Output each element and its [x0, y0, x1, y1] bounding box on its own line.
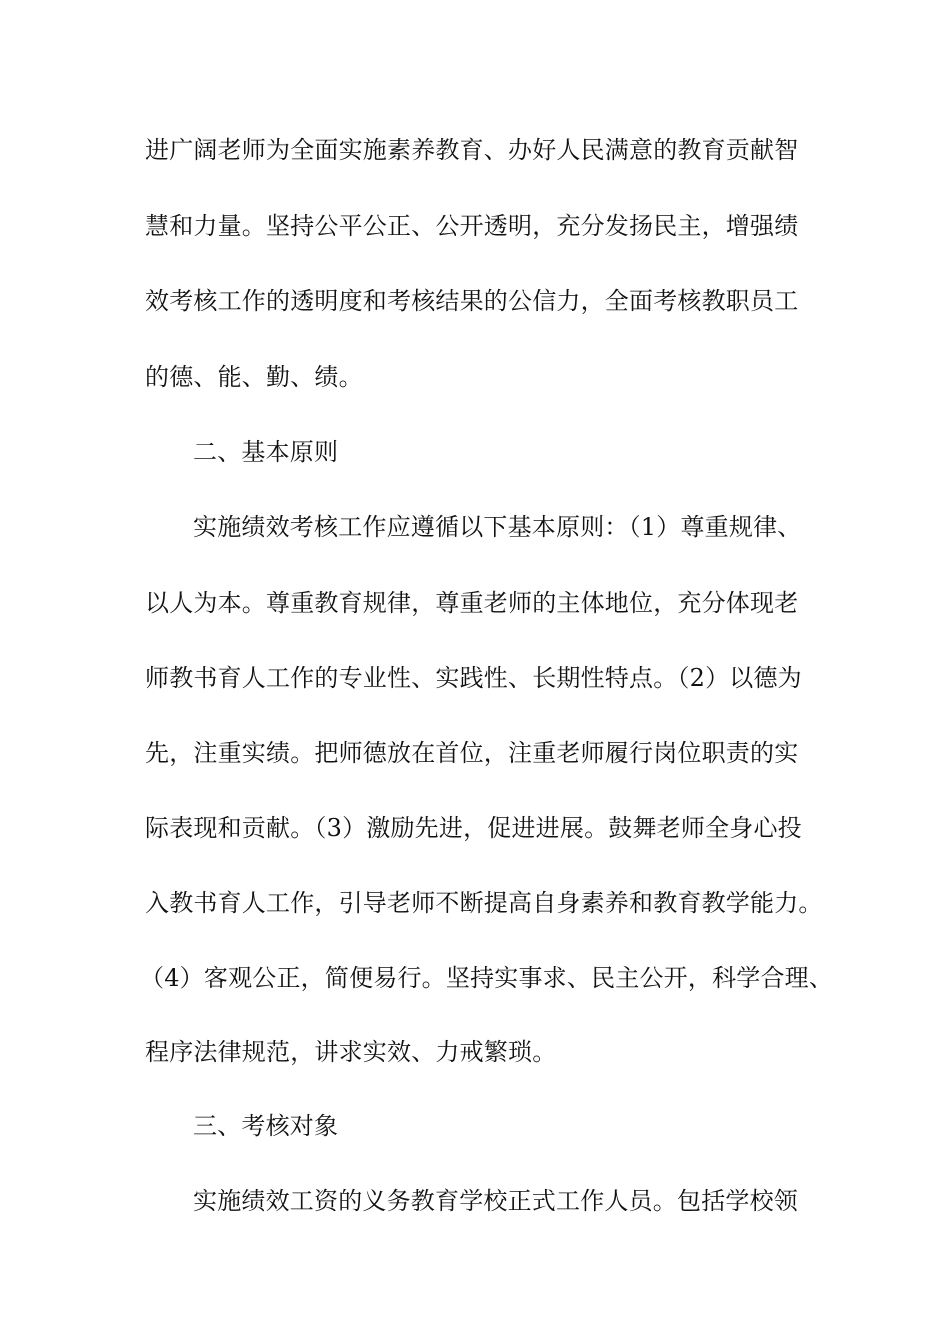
section-heading-basic-principles: 二、基本原则 [193, 438, 339, 466]
paragraph1-line: 进广阔老师为全面实施素养教育、办好人民满意的教育贡献智 [145, 136, 799, 164]
paragraph2-line: 实施绩效考核工作应遵循以下基本原则：（1）尊重规律、 [193, 513, 802, 541]
paragraph1-line: 效考核工作的透明度和考核结果的公信力，全面考核教职员工 [145, 287, 799, 315]
paragraph2-line: 程序法律规范，讲求实效、力戒繁琐。 [145, 1038, 557, 1066]
paragraph2-line: 先，注重实绩。把师德放在首位，注重老师履行岗位职责的实 [145, 739, 799, 767]
paragraph1-line: 的德、能、勤、绩。 [145, 363, 363, 391]
paragraph2-line: 师教书育人工作的专业性、实践性、长期性特点。（2）以德为 [145, 664, 802, 692]
paragraph2-line: （4）客观公正，简便易行。坚持实事求、民主公开，科学合理、 [140, 964, 834, 992]
paragraph2-line: 以人为本。尊重教育规律，尊重老师的主体地位，充分体现老 [145, 589, 799, 617]
paragraph1-line: 慧和力量。坚持公平公正、公开透明，充分发扬民主，增强绩 [145, 212, 799, 240]
paragraph2-line: 际表现和贡献。（3）激励先进，促进进展。鼓舞老师全身心投 [145, 814, 802, 842]
section-heading-assessment-targets: 三、考核对象 [193, 1112, 339, 1140]
paragraph2-line: 入教书育人工作，引导老师不断提高自身素养和教育教学能力。 [145, 889, 823, 917]
paragraph3-line: 实施绩效工资的义务教育学校正式工作人员。包括学校领 [193, 1187, 798, 1215]
